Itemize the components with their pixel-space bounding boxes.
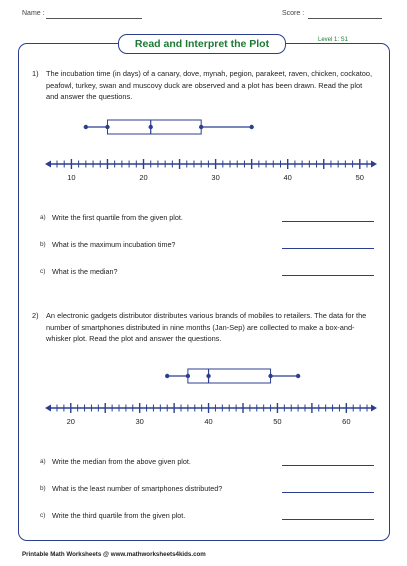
- tick-label: 30: [211, 173, 220, 182]
- q2-b-answer-line[interactable]: [282, 492, 374, 493]
- tick-label: 20: [139, 173, 148, 182]
- q1-a-text: Write the first quartile from the given plot.: [52, 213, 183, 222]
- point-min: [84, 125, 88, 129]
- q2-b-letter: b): [40, 485, 46, 492]
- arrow-left-icon: [45, 161, 51, 168]
- q2-c-answer-line[interactable]: [282, 519, 374, 520]
- q1-a-answer-line[interactable]: [282, 221, 374, 222]
- box-plot-1: [45, 120, 377, 182]
- tick-label: 60: [342, 417, 351, 426]
- score-label: Score :: [282, 10, 305, 17]
- question-1-number: 1): [32, 69, 39, 78]
- q1-b-text: What is the maximum incubation time?: [52, 240, 176, 249]
- tick-label: 20: [66, 417, 75, 426]
- arrow-right-icon: [371, 405, 377, 412]
- q2-c-letter: c): [40, 512, 46, 519]
- point-q3: [268, 374, 272, 378]
- point-q3: [199, 125, 203, 129]
- name-label: Name :: [22, 10, 45, 17]
- point-q1: [105, 125, 109, 129]
- level-label: Level 1: S1: [318, 37, 349, 43]
- point-min: [165, 374, 169, 378]
- q1-b-letter: b): [40, 241, 46, 248]
- question-2-number: 2): [32, 311, 39, 320]
- arrow-right-icon: [371, 161, 377, 168]
- tick-label: 50: [273, 417, 282, 426]
- q2-b-text: What is the least number of smartphones distributed?: [52, 484, 223, 493]
- q2-a-text: Write the median from the above given plot.: [52, 457, 191, 466]
- tick-label: 50: [355, 173, 364, 182]
- tick-label: 40: [283, 173, 292, 182]
- question-2-text: An electronic gadgets distributor distributes various brands of mobiles to retailers. The data for the number of smartphones distributed in nine months (Jan-Sep) are collected to make a box-and-whisker plot. Read the plot and answer the questions.: [46, 311, 367, 344]
- q1-c-letter: c): [40, 268, 46, 275]
- point-max: [296, 374, 300, 378]
- tick-label: 30: [135, 417, 144, 426]
- tick-label: 10: [67, 173, 76, 182]
- footer-text: Printable Math Worksheets @ www.mathworksheets4kids.com: [22, 551, 206, 558]
- point-median: [149, 125, 153, 129]
- q2-c-text: Write the third quartile from the given plot.: [52, 511, 186, 520]
- q1-c-text: What is the median?: [52, 267, 118, 276]
- tick-label: 40: [204, 417, 213, 426]
- worksheet-title: Read and Interpret the Plot: [118, 34, 286, 54]
- q1-c-answer-line[interactable]: [282, 275, 374, 276]
- point-q1: [186, 374, 190, 378]
- point-max: [249, 125, 253, 129]
- point-median: [206, 374, 210, 378]
- q1-a-letter: a): [40, 214, 46, 221]
- iqr-box: [188, 369, 271, 383]
- q1-b-answer-line[interactable]: [282, 248, 374, 249]
- q2-a-letter: a): [40, 458, 46, 465]
- arrow-left-icon: [45, 405, 51, 412]
- box-plot-2: [45, 369, 377, 426]
- question-1-text: The incubation time (in days) of a canary, dove, mynah, pegion, parakeet, raven, chicken, cockatoo, peafowl, turkey, swan and muscovy duck are observed and a plot has been drawn. Read the plot and answer the questions.: [46, 69, 373, 102]
- q2-a-answer-line[interactable]: [282, 465, 374, 466]
- iqr-box: [107, 120, 201, 134]
